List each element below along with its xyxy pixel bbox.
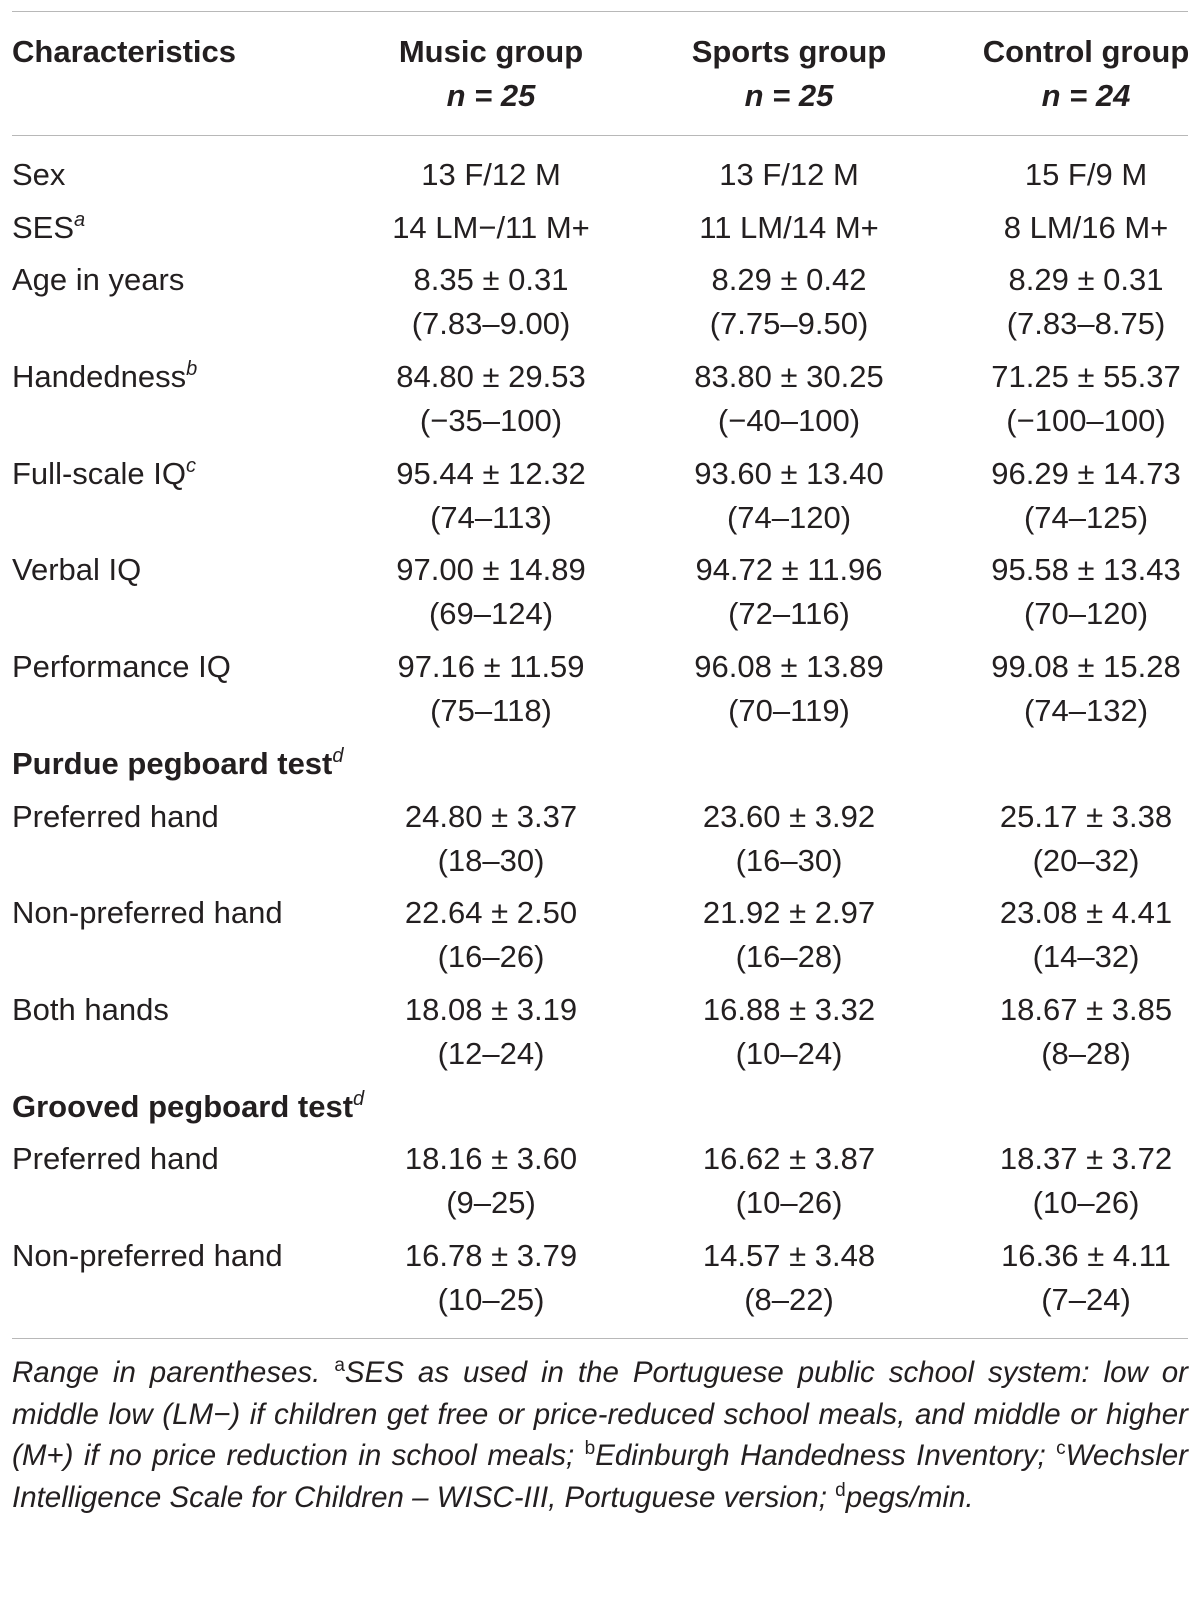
table-cell-range: (74–125) (1023, 500, 1149, 535)
table-cell-range: (16–30) (735, 843, 843, 878)
table-cell-range: (20–32) (1032, 843, 1140, 878)
footnote-b-mark: b (584, 1438, 596, 1460)
row-label (12, 258, 184, 302)
table-cell-range: (7.83–9.00) (411, 306, 571, 341)
footnote-d-text: pegs/min. (845, 1481, 974, 1515)
table-cell-value: 18.16 ± 3.60 (404, 1141, 578, 1176)
table-cell-range: (8–28) (1041, 1036, 1131, 1071)
header-control-group: Control group (982, 34, 1190, 69)
row-label-text: Non-preferred hand (12, 895, 283, 930)
table-cell-value: 16.62 ± 3.87 (702, 1141, 876, 1176)
row-label-text: Sex (12, 157, 66, 192)
footnote-marker: b (186, 358, 198, 380)
table-cell-range: (70–120) (1023, 596, 1149, 631)
row-label (12, 206, 85, 250)
table-cell-value: 97.16 ± 11.59 (397, 649, 585, 684)
row-label-text: Handedness (12, 359, 187, 394)
footnote-a-mark: a (334, 1355, 345, 1376)
row-label (12, 645, 231, 689)
table-cell-value: 8 LM/16 M+ (1003, 210, 1169, 245)
table-cell-value: 11 LM/14 M+ (699, 210, 879, 245)
table-cell-value: 93.60 ± 13.40 (694, 456, 884, 491)
row-label (12, 988, 169, 1032)
footnote-b-text: Edinburgh Handedness Inventory; (595, 1439, 1057, 1473)
table-cell-value: 95.44 ± 12.32 (396, 456, 586, 491)
table-cell-range: (10–25) (437, 1282, 545, 1317)
table-cell-value: 97.00 ± 14.89 (396, 552, 586, 587)
row-label (12, 548, 141, 592)
row-label-text: Preferred hand (12, 799, 219, 834)
table-cell-value: 16.36 ± 4.11 (1001, 1238, 1171, 1273)
row-label (12, 452, 196, 496)
footnote-marker: a (74, 209, 86, 231)
footnote-c-mark: c (1056, 1438, 1066, 1460)
row-label-text: Performance IQ (12, 649, 231, 684)
footnote-c-text: Wechsler Intelligence Scale for Children – WISC-III, Portuguese version; (12, 1439, 1188, 1515)
table-cell-range: (74–120) (726, 500, 852, 535)
table-cell-value: 71.25 ± 55.37 (991, 359, 1181, 394)
header-control-n: n = 24 (1041, 78, 1131, 113)
table-cell-range: (74–113) (430, 500, 552, 535)
table-cell-range: (70–119) (728, 693, 850, 728)
table-cell-range: (−35–100) (419, 403, 563, 438)
row-label-text: Age in years (12, 262, 185, 297)
table-cell-value: 96.08 ± 13.89 (694, 649, 884, 684)
table-cell-value: 23.60 ± 3.92 (702, 799, 876, 834)
row-label (12, 1234, 283, 1278)
table-cell-range: (9–25) (446, 1185, 536, 1220)
table-cell-value: 96.29 ± 14.73 (991, 456, 1181, 491)
footnote-marker: c (185, 455, 196, 477)
table-cell-value: 21.92 ± 2.97 (702, 895, 876, 930)
table-cell-value: 18.37 ± 3.72 (999, 1141, 1173, 1176)
footnote-intro: Range in parentheses. (12, 1356, 335, 1389)
table-cell-range: (10–26) (735, 1185, 843, 1220)
footnote-d-mark: d (835, 1480, 846, 1502)
row-label (12, 1137, 219, 1181)
table-cell-value: 15 F/9 M (1024, 157, 1148, 192)
header-music-n: n = 25 (446, 78, 536, 113)
row-label-text: Full-scale IQ (12, 456, 186, 491)
table-cell-value: 23.08 ± 4.41 (999, 895, 1173, 930)
table-cell-range: (10–26) (1032, 1185, 1140, 1220)
table-cell-range: (16–28) (735, 939, 843, 974)
header-sports-group: Sports group (691, 34, 887, 69)
row-label-text: Verbal IQ (12, 552, 142, 587)
table-cell-value: 8.29 ± 0.42 (711, 262, 867, 297)
table-cell-value: 22.64 ± 2.50 (404, 895, 578, 930)
table-cell-value: 24.80 ± 3.37 (404, 799, 578, 834)
table-cell-value: 83.80 ± 30.25 (694, 359, 884, 394)
table-cell-value: 18.67 ± 3.85 (999, 992, 1173, 1027)
table-cell-range: (69–124) (428, 596, 554, 631)
table-cell-range: (−40–100) (717, 403, 861, 438)
top-rule (12, 11, 1188, 12)
table-cell-value: 18.08 ± 3.19 (404, 992, 578, 1027)
table-cell-value: 94.72 ± 11.96 (695, 552, 883, 587)
table-cell-range: (75–118) (430, 693, 552, 728)
table-cell-range: (74–132) (1023, 693, 1149, 728)
table-cell-value: 8.35 ± 0.31 (413, 262, 569, 297)
section-heading (12, 1085, 364, 1129)
section-heading (12, 742, 344, 786)
table-cell-value: 95.58 ± 13.43 (991, 552, 1181, 587)
section-heading-text: Grooved pegboard test (12, 1089, 354, 1124)
row-label-text: SES (12, 210, 75, 245)
table-cell-range: (7.75–9.50) (709, 306, 869, 341)
table-cell-value: 13 F/12 M (719, 157, 859, 192)
table-cell-value: 8.29 ± 0.31 (1008, 262, 1164, 297)
table-cell-range: (18–30) (437, 843, 545, 878)
table-cell-value: 14 LM−/11 M+ (392, 210, 590, 245)
footnote-a-text: SES as used in the Portuguese public school system: low or middle low (LM−) if children get free or price-reduced school meals, and middle or higher (M+) if no price reduction in school meals; (12, 1356, 1189, 1473)
row-label (12, 153, 65, 197)
header-rule (12, 135, 1188, 136)
bottom-rule (12, 1338, 1188, 1339)
table-cell-value: 13 F/12 M (421, 157, 561, 192)
table-cell-value: 99.08 ± 15.28 (991, 649, 1181, 684)
section-heading-text: Purdue pegboard test (12, 746, 333, 781)
row-label (12, 891, 283, 935)
row-label-text: Non-preferred hand (12, 1238, 283, 1273)
row-label-text: Preferred hand (12, 1141, 219, 1176)
table-cell-range: (12–24) (437, 1036, 545, 1071)
header-music-group: Music group (398, 34, 584, 69)
table-cell-value: 84.80 ± 29.53 (396, 359, 586, 394)
row-label-text: Both hands (12, 992, 169, 1027)
table-cell-range: (8–22) (744, 1282, 834, 1317)
table-cell-value: 14.57 ± 3.48 (702, 1238, 876, 1273)
table-cell-range: (10–24) (735, 1036, 843, 1071)
row-label (12, 795, 219, 839)
row-label (12, 355, 197, 399)
header-characteristics: Characteristics (12, 34, 237, 69)
table-cell-range: (14–32) (1032, 939, 1140, 974)
table-cell-range: (72–116) (728, 596, 850, 631)
table-cell-value: 16.88 ± 3.32 (702, 992, 876, 1027)
table-cell-range: (16–26) (437, 939, 545, 974)
table-cell-range: (7–24) (1041, 1282, 1131, 1317)
table-cell-range: (−100–100) (1006, 403, 1166, 438)
footnote-marker: d (332, 745, 344, 767)
table-cell-range: (7.83–8.75) (1006, 306, 1166, 341)
footnote-marker: d (353, 1088, 365, 1110)
header-sports-n: n = 25 (744, 78, 834, 113)
table-footnote (12, 1352, 1188, 1519)
table-cell-value: 16.78 ± 3.79 (404, 1238, 578, 1273)
table-cell-value: 25.17 ± 3.38 (999, 799, 1173, 834)
